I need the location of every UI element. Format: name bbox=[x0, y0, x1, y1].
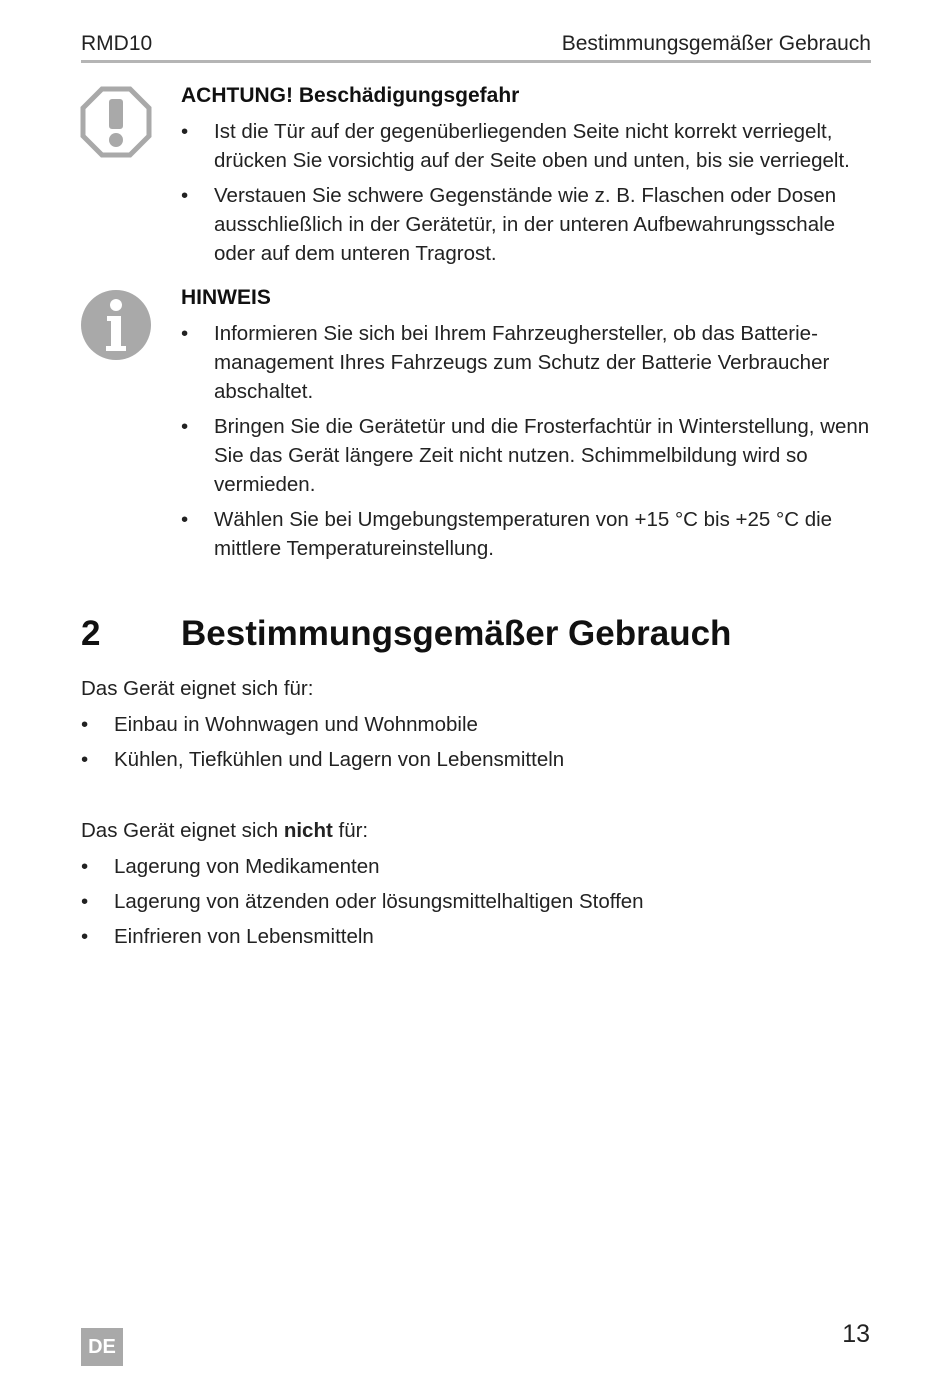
list-item: • Kühlen, Tiefkühlen und Lagern von Lebensmitteln bbox=[81, 745, 861, 774]
warning-octagon-icon bbox=[80, 86, 152, 163]
list-item: • Einfrieren von Lebensmitteln bbox=[81, 922, 861, 951]
list-item: • Ist die Tür auf der gegenüberliegenden Seite nicht korrekt verriegelt, drücken Sie vorsichtig auf der Seite oben und unten, bis sie verriegelt. bbox=[181, 117, 881, 175]
unsuitable-intro-emphasis: nicht bbox=[283, 819, 333, 842]
list-item: • Einbau in Wohnwagen und Wohnmobile bbox=[81, 710, 861, 739]
page-number: 13 bbox=[842, 1320, 870, 1348]
list-item: • Wählen Sie bei Umgebungstemperaturen von +15 °C bis +25 °C die mittlere Temperatureinstellung. bbox=[181, 505, 881, 563]
model-name: RMD10 bbox=[81, 32, 153, 55]
page-header bbox=[81, 30, 871, 63]
unsuitable-intro-pre: Das Gerät eignet sich bbox=[81, 819, 284, 842]
section-title: Bestimmungsgemäßer Gebrauch bbox=[181, 614, 732, 653]
attention-list bbox=[181, 117, 881, 274]
note-title: HINWEIS bbox=[181, 286, 271, 309]
list-item: • Verstauen Sie schwere Gegenstände wie z. B. Flaschen oder Dosen ausschließlich in der Gerätetür, in der unteren Aufbewahrungsschale oder auf dem unteren Tragrost. bbox=[181, 181, 881, 268]
suitable-list bbox=[81, 710, 861, 780]
language-badge: DE bbox=[81, 1328, 123, 1366]
attention-title: ACHTUNG! Beschädigungsgefahr bbox=[181, 84, 520, 107]
list-item: • Lagerung von Medikamenten bbox=[81, 852, 861, 881]
unsuitable-intro bbox=[81, 819, 368, 843]
section-number: 2 bbox=[81, 614, 101, 653]
suitable-intro: Das Gerät eignet sich für: bbox=[81, 677, 314, 700]
list-item: • Informieren Sie sich bei Ihrem Fahrzeughersteller, ob das Batterie-management Ihres Fahrzeugs zum Schutz der Batterie Verbraucher abschaltet. bbox=[181, 319, 881, 406]
unsuitable-intro-post: für: bbox=[332, 819, 369, 842]
info-circle-icon bbox=[80, 289, 152, 366]
list-item: • Lagerung von ätzenden oder lösungsmittelhaltigen Stoffen bbox=[81, 887, 861, 916]
unsuitable-list bbox=[81, 852, 861, 957]
note-list bbox=[181, 319, 881, 569]
list-item: • Bringen Sie die Gerätetür und die Frosterfachtür in Winterstellung, wenn Sie das Gerät längere Zeit nicht nutzen. Schimmelbildung wird so vermieden. bbox=[181, 412, 881, 499]
chapter-title: Bestimmungsgemäßer Gebrauch bbox=[561, 32, 871, 55]
